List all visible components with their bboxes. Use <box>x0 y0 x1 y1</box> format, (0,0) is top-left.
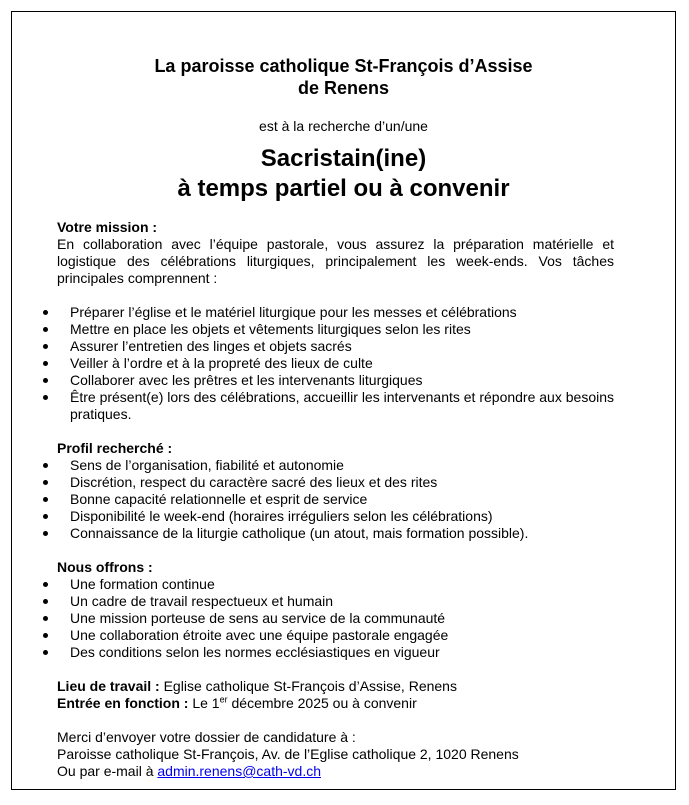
bullet-icon <box>43 616 48 621</box>
list-item: Une formation continue <box>40 576 614 593</box>
mission-heading: Votre mission : <box>57 219 158 235</box>
job-subtitle: à temps partiel ou à convenir <box>177 175 510 202</box>
list-item: Disponibilité le week-end (horaires irréguliers selon les célébrations) <box>40 508 614 525</box>
bullet-icon <box>43 310 48 315</box>
list-item: Bonne capacité relationnelle et esprit de service <box>40 491 614 508</box>
list-item: Une collaboration étroite avec une équipe pastorale engagée <box>40 627 614 644</box>
contact-block <box>57 729 614 780</box>
email-link[interactable]: admin.renens@cath-vd.ch <box>157 763 321 779</box>
bullet-icon <box>43 395 48 400</box>
workplace-label: Lieu de travail : <box>57 678 160 694</box>
bullet-icon <box>43 463 48 468</box>
list-item: Connaissance de la liturgie catholique (un atout, mais formation possible). <box>40 525 614 542</box>
details-block <box>57 678 614 712</box>
list-item: Veiller à l’ordre et à la propreté des lieux de culte <box>40 355 614 372</box>
list-item: Des conditions selon les normes ecclésiastiques en vigueur <box>40 644 614 661</box>
bullet-icon <box>43 480 48 485</box>
bullet-icon <box>43 327 48 332</box>
contact-email-line: Ou par e-mail à admin.renens@cath-vd.ch <box>57 763 321 779</box>
bullet-icon <box>43 599 48 604</box>
bullet-icon <box>43 344 48 349</box>
list-item: Assurer l’entretien des linges et objets sacrés <box>40 338 614 355</box>
list-item: Mettre en place les objets et vêtements liturgiques selon les rites <box>40 321 614 338</box>
list-item: Discrétion, respect du caractère sacré des lieux et des rites <box>40 474 614 491</box>
bullet-icon <box>43 361 48 366</box>
list-item: Sens de l’organisation, fiabilité et autonomie <box>40 457 614 474</box>
bullet-icon <box>43 497 48 502</box>
bullet-icon <box>43 582 48 587</box>
parish-location: de Renens <box>297 78 390 98</box>
start-date-line: Entrée en fonction : Le 1er décembre 2025 ou à convenir <box>57 694 417 711</box>
bullet-icon <box>43 650 48 655</box>
profile-heading: Profil recherché : <box>57 440 173 456</box>
list-item: Une mission porteuse de sens au service de la communauté <box>40 610 614 627</box>
list-item: Être présent(e) lors des célébrations, accueillir les intervenants et répondre aux besoins pratiques. <box>40 389 614 423</box>
job-title: Sacristain(ine) <box>260 145 427 172</box>
contact-address: Paroisse catholique St-François, Av. de l’Eglise catholique 2, 1020 Renens <box>57 746 519 762</box>
mission-list <box>40 304 614 423</box>
bullet-icon <box>43 514 48 519</box>
profile-list <box>40 457 614 542</box>
list-item: Collaborer avec les prêtres et les intervenants liturgiques <box>40 372 614 389</box>
offer-heading: Nous offrons : <box>57 559 153 575</box>
offer-list <box>40 576 614 661</box>
workplace-value: Eglise catholique St-François d’Assise, Renens <box>159 678 457 694</box>
workplace-line <box>57 678 614 695</box>
parish-name: La paroisse catholique St-François d’Assise <box>154 56 533 76</box>
bullet-icon <box>43 633 48 638</box>
list-item: Préparer l’église et le matériel liturgique pour les messes et célébrations <box>40 304 614 321</box>
mission-description: En collaboration avec l’équipe pastorale, vous assurez la préparation matérielle et logistique des célébrations liturgiques, principalement les week-ends. Vos tâches principales comprennent : <box>57 236 614 286</box>
list-item: Un cadre de travail respectueux et humain <box>40 593 614 610</box>
job-posting-body <box>40 219 614 780</box>
start-label: Entrée en fonction : <box>57 695 189 711</box>
intro-text: est à la recherche d’un/une <box>259 118 428 134</box>
bullet-icon <box>43 531 48 536</box>
contact-intro: Merci d’envoyer votre dossier de candidature à : <box>57 729 356 745</box>
bullet-icon <box>43 378 48 383</box>
